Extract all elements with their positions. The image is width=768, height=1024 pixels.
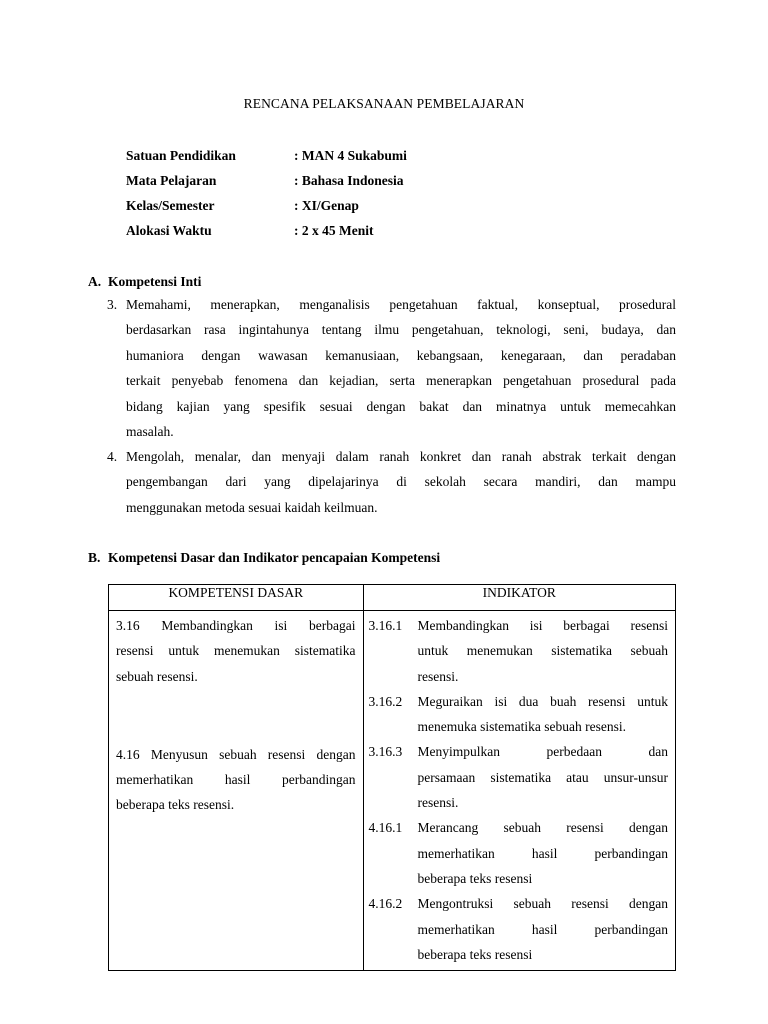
indicator-item [364, 689, 675, 740]
ki-number: 4. [107, 449, 118, 464]
table-header-row [109, 585, 676, 611]
ki-line: terkait penyebab fenomena dan kejadian, serta menerapkan pengetahuan prosedural pada [126, 373, 676, 389]
indicator-line: beberapa teks resensi [417, 870, 533, 886]
kd-line: 4.16 Menyusun sebuah resensi dengan [116, 746, 356, 762]
ki-line: berdasarkan rasa ingintahunya tentang ilmu pengetahuan, teknologi, seni, budaya, dan [126, 322, 676, 338]
ki-text [126, 444, 676, 520]
ki-line: humaniora dengan wawasan kemanusiaan, kebangsaan, kenegaraan, dan peradaban [126, 347, 676, 363]
indicator-line: memerhatikan hasil perbandingan [417, 921, 668, 937]
indicator-item [364, 739, 675, 815]
indicator-item [364, 891, 675, 967]
identity-row [126, 223, 526, 243]
indicator-item [364, 815, 675, 891]
indicator-line: resensi. [417, 668, 459, 684]
identity-label: Alokasi Waktu [126, 223, 212, 238]
indicator-code: 4.16.2 [368, 896, 403, 912]
indicator-line: menemuka sistematika sebuah resensi. [417, 719, 626, 735]
competency-table [108, 584, 676, 971]
identity-label: Mata Pelajaran [126, 173, 217, 188]
indicator-line: untuk menemukan sistematika sebuah [417, 643, 668, 659]
indicator-line: resensi. [417, 795, 459, 811]
ki-line: Memahami, menerapkan, menganalisis pengetahuan faktual, konseptual, prosedural [126, 297, 676, 312]
identity-value: : Bahasa Indonesia [294, 173, 404, 188]
indicator-line: Meguraikan isi dua buah resensi untuk [417, 693, 668, 709]
kd-line: sebuah resensi. [116, 668, 198, 684]
identity-label: Kelas/Semester [126, 198, 215, 213]
indicator-code: 3.16.2 [368, 693, 403, 709]
indicator-code: 3.16.3 [368, 744, 403, 760]
ki-line: bidang kajian yang spesifik sesuai dengan bakat dan minatnya untuk memecahkan [126, 398, 676, 414]
indicator-line: Merancang sebuah resensi dengan [417, 820, 668, 836]
indicator-line: persamaan sistematika atau unsur-unsur [417, 769, 668, 785]
kd-item [109, 740, 363, 818]
ki-line: masalah. [126, 423, 174, 439]
indicator-code: 3.16.1 [368, 618, 403, 633]
kd-line: memerhatikan hasil perbandingan [116, 772, 356, 788]
document-title: RENCANA PELAKSANAAN PEMBELAJARAN [243, 96, 525, 111]
identity-row [126, 198, 526, 218]
identity-value: : XI/Genap [294, 198, 359, 213]
ki-line: Mengolah, menalar, dan menyaji dalam ranah konkret dan ranah abstrak terkait dengan [126, 449, 676, 464]
kd-item [109, 611, 363, 689]
section-title: Kompetensi Dasar dan Indikator pencapaian Kompetensi [108, 550, 441, 565]
indicator-code: 4.16.1 [368, 820, 403, 836]
kd-line: 3.16 Membandingkan isi berbagai [116, 618, 356, 633]
kd-line: beberapa teks resensi. [116, 797, 235, 813]
identity-row [126, 173, 526, 193]
table-row [109, 611, 676, 971]
identity-value: : MAN 4 Sukabumi [294, 148, 407, 163]
kd-cell [109, 611, 364, 971]
indicator-item [364, 613, 675, 689]
section-title: Kompetensi Inti [108, 274, 202, 289]
indicator-line: memerhatikan hasil perbandingan [417, 845, 668, 861]
ki-text [126, 292, 676, 444]
indicator-line: Mengontruksi sebuah resensi dengan [417, 896, 668, 912]
identity-value: : 2 x 45 Menit [294, 223, 374, 238]
identity-row [126, 148, 526, 168]
section-letter: B. [88, 550, 101, 565]
indicator-line: beberapa teks resensi [417, 946, 533, 962]
identity-label: Satuan Pendidikan [126, 148, 236, 163]
section-letter: A. [88, 274, 102, 289]
indikator-cell [363, 611, 675, 971]
indicator-line: Menyimpulkan perbedaan dan [417, 744, 668, 760]
ki-line: menggunakan metoda sesuai kaidah keilmuan. [126, 499, 378, 515]
kd-line: resensi untuk menemukan sistematika [116, 643, 356, 659]
ki-line: pengembangan dari yang dipelajarinya di sekolah secara mandiri, dan mampu [126, 474, 676, 490]
indicator-line: Membandingkan isi berbagai resensi [417, 618, 668, 633]
column-header-indikator: INDIKATOR [363, 585, 675, 611]
column-header-kd: KOMPETENSI DASAR [109, 585, 364, 611]
ki-number: 3. [107, 297, 118, 312]
